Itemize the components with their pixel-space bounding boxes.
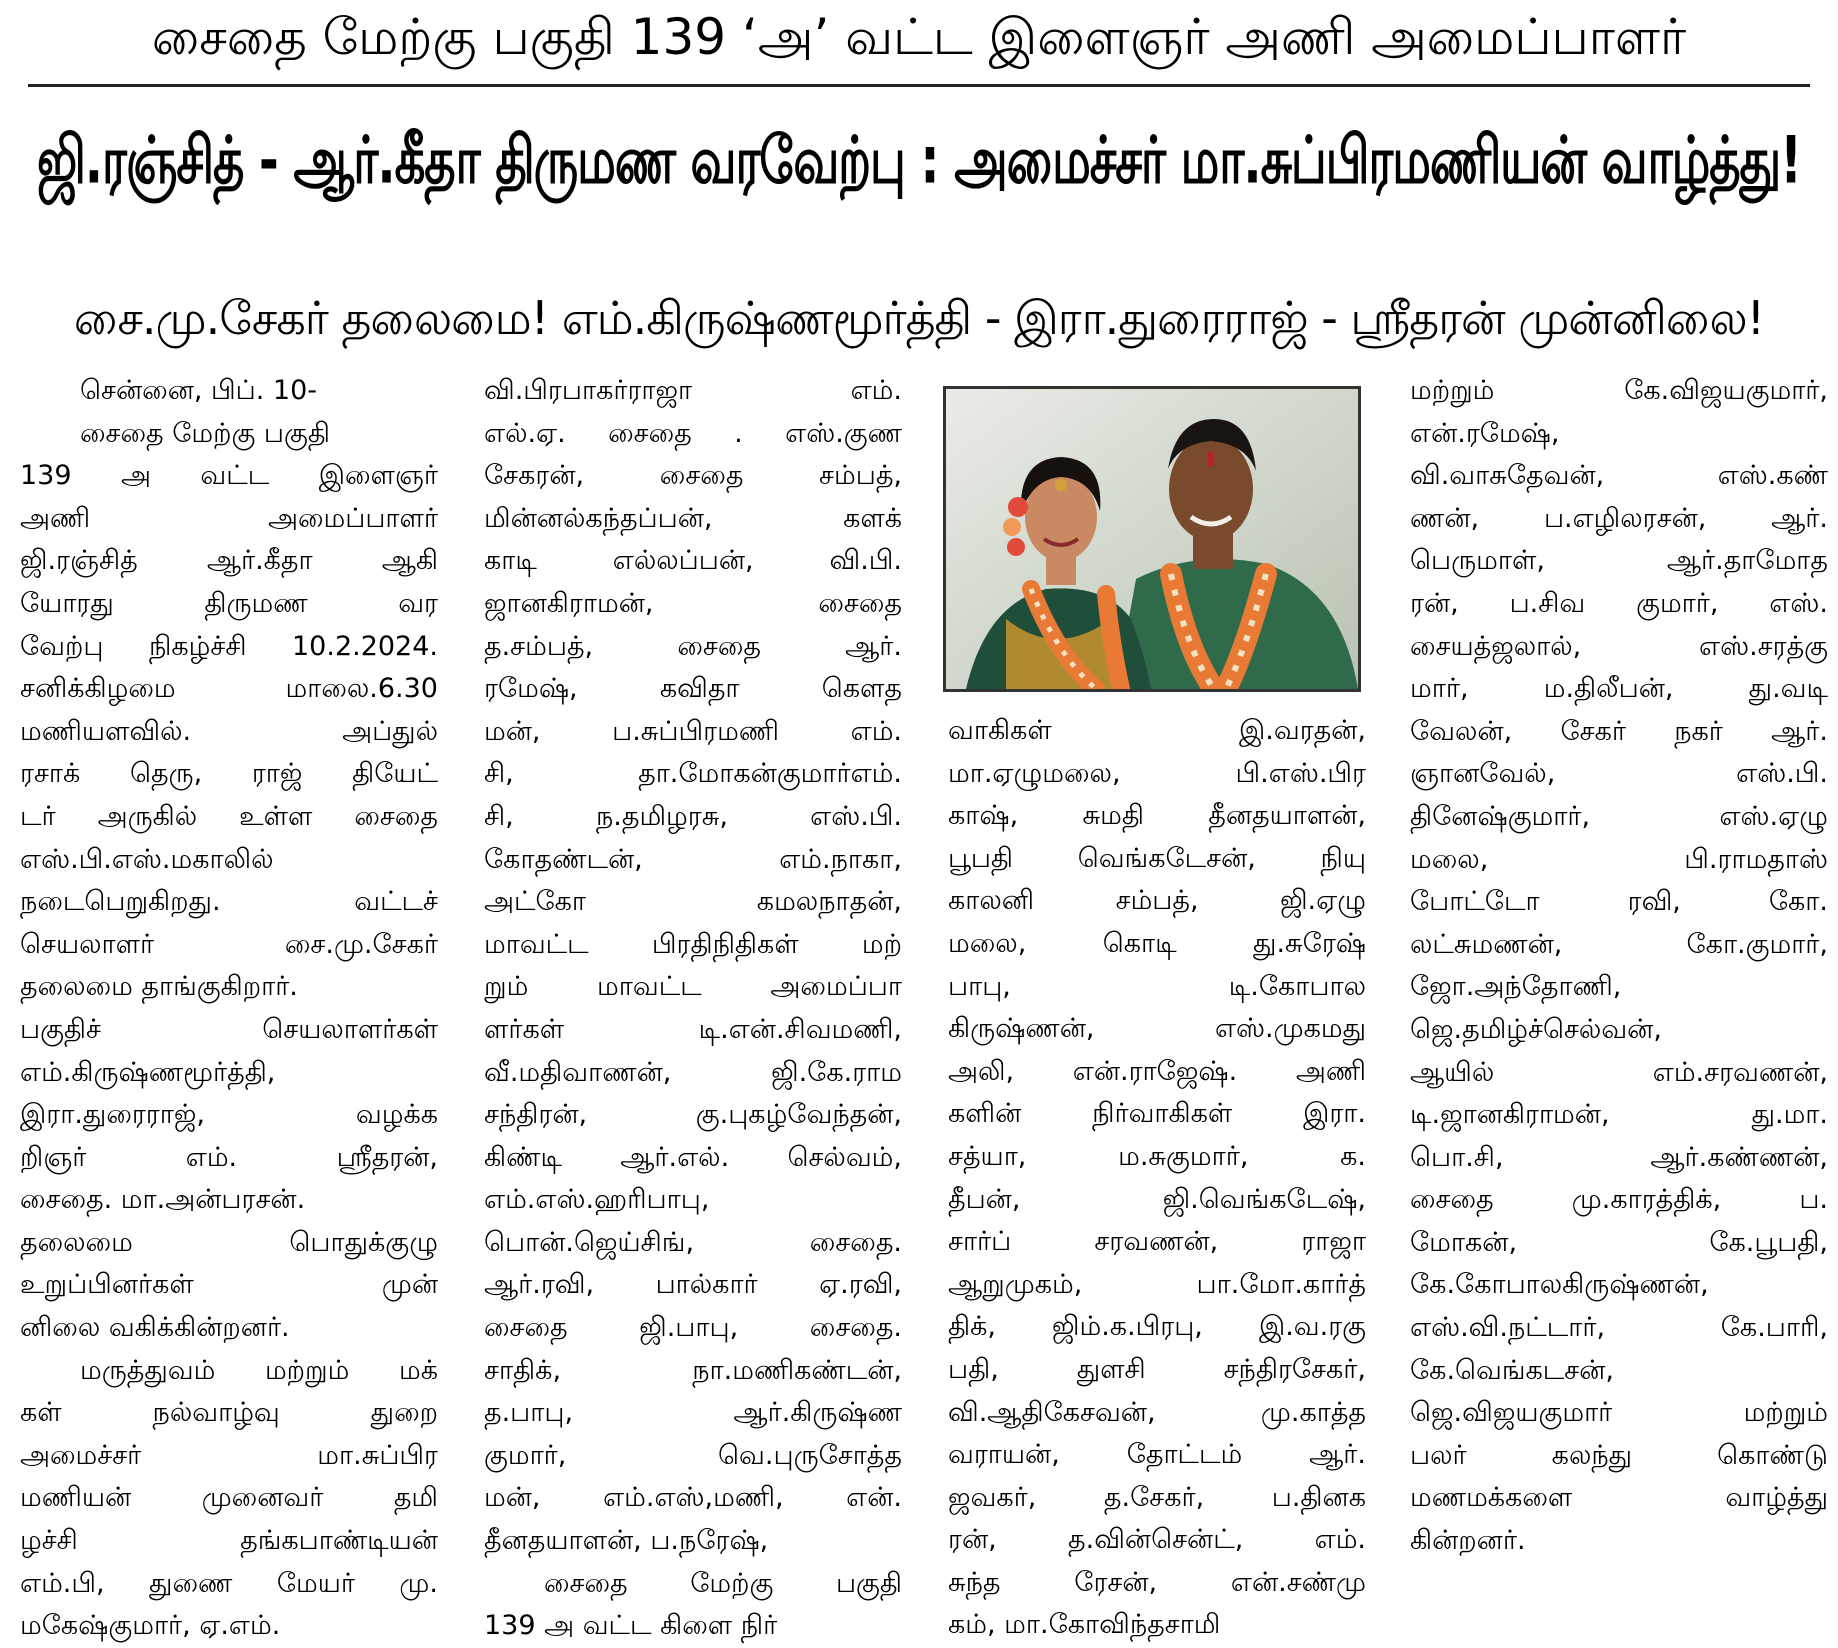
article-line: றிஞர் எம். ஸ்ரீதரன், (20, 1141, 438, 1173)
article-line: மாவட்ட பிரதிநிதிகள் மற் (484, 928, 902, 960)
article-line: தீனதயாளன், ப.நரேஷ், (484, 1525, 769, 1557)
article-line: கின்றனர். (1410, 1525, 1526, 1557)
article-line: 139 அ வட்ட இளைஞர் (20, 460, 438, 492)
article-line: காடி எல்லப்பன், வி.பி. (484, 545, 902, 577)
article-line: சைதை. மா.அன்பரசன். (20, 1184, 306, 1216)
article-line: மற்றும் கே.விஜயகுமார், (1410, 375, 1828, 406)
article-line: மலை, பி.ராமதாஸ் (1410, 843, 1828, 875)
article-line: சார்ப் சரவணன், ராஜா (948, 1226, 1366, 1258)
article-line: ளர்கள் டி.என்.சிவமணி, (484, 1013, 902, 1045)
article-line: சுந்த ரேசன், என்.சண்மு (948, 1566, 1366, 1598)
article-line: சேகரன், சைதை சம்பத், (484, 460, 902, 492)
article-column-3 (948, 710, 1366, 1647)
kicker-line: சைதை மேற்கு பகுதி 139 ‘அ’ வட்ட இளைஞர் அணி அமைப்பாளர் (151, 8, 1687, 66)
article-line: வி.ஆதிகேசவன், மு.காத்த (948, 1396, 1366, 1428)
article-line: எம்.பி, துணை மேயர் மு. (20, 1567, 438, 1599)
article-line: பாபு, டி.கோபால (948, 970, 1366, 1002)
article-line: வாகிகள் இ.வரதன், (948, 715, 1366, 746)
article-line: ஞானவேல், எஸ்.பி. (1410, 758, 1828, 790)
article-line: ஜானகிராமன், சைதை (484, 587, 902, 619)
article-line: சைதை ஜி.பாபு, சைதை. (484, 1312, 902, 1344)
article-line: தினேஷ்குமார், எஸ்.ஏழு (1410, 800, 1828, 832)
article-line: மின்னல்கந்தப்பன், களக் (484, 502, 902, 534)
article-line: மருத்துவம் மற்றும் மக் (80, 1354, 438, 1386)
article-line: கிண்டி ஆர்.எல். செல்வம், (484, 1141, 902, 1173)
article-line: டி.ஜானகிராமன், து.மா. (1410, 1099, 1828, 1131)
article-line: யோரது திருமண வர (20, 587, 438, 619)
article-line: த.பாபு, ஆர்.கிருஷ்ண (484, 1397, 902, 1429)
article-line: லட்சுமணன், கோ.குமார், (1410, 928, 1828, 960)
article-line: மன், எம்.எஸ்,மணி, என். (484, 1482, 902, 1514)
article-line: பொ.சி, ஆர்.கண்ணன், (1410, 1141, 1828, 1173)
article-line: சைதை மேற்கு பகுதி (80, 417, 330, 449)
article-line: பதி, துளசி சந்திரசேகர், (948, 1353, 1366, 1385)
couple-photo (943, 386, 1361, 692)
article-line: சனிக்கிழமை மாலை.6.30 (20, 673, 438, 705)
article-line: கே.வெங்கடசன், (1410, 1354, 1615, 1386)
article-line: ழச்சி தங்கபாண்டியன் (20, 1525, 438, 1557)
article-line: சென்னை, பிப். 10- (80, 375, 318, 406)
article-line: வீ.மதிவாணன், ஜி.கே.ராம (484, 1056, 902, 1088)
article-line: சாதிக், நா.மணிகண்டன், (484, 1354, 902, 1386)
article-line: பலர் கலந்து கொண்டு (1410, 1439, 1828, 1471)
article-line: றும் மாவட்ட அமைப்பா (484, 971, 902, 1003)
article-line: அலி, என்.ராஜேஷ். அணி (948, 1055, 1366, 1087)
article-line: பகுதிச் செயலாளர்கள் (20, 1013, 438, 1045)
article-line: வி.பிரபாகர்ராஜா எம். (484, 375, 902, 406)
article-line: எல்.ஏ. சைதை . எஸ்.குண (484, 417, 902, 449)
article-line: மலை, கொடி து.சுரேஷ் (948, 927, 1366, 959)
article-line: செயலாளர் சை.மு.சேகர் (20, 928, 438, 960)
article-line: னிலை வகிக்கின்றனர். (20, 1312, 290, 1344)
article-line: காஷ், சுமதி தீனதயாளன், (948, 800, 1366, 832)
article-line: ஆயில் எம்.சரவணன், (1410, 1056, 1828, 1088)
article-line: ரசாக் தெரு, ராஜ் தியேட் (20, 758, 438, 790)
article-line: திக், ஜிம்.க.பிரபு, இ.வ.ரகு (948, 1311, 1366, 1343)
article-line: ஆர்.ரவி, பால்கார் ஏ.ரவி, (484, 1269, 902, 1301)
article-line: சைதை மேற்கு பகுதி (544, 1567, 902, 1599)
article-line: உறுப்பினர்கள் முன் (20, 1269, 438, 1301)
article-line: குமார், வெ.புருசோத்த (484, 1439, 902, 1471)
article-line: மார், ம.திலீபன், து.வடி (1410, 673, 1828, 705)
article-line: ரமேஷ், கவிதா கௌத (484, 673, 902, 705)
article-line: பூபதி வெங்கடேசன், நியு (948, 842, 1366, 874)
article-line: தீபன், ஜி.வெங்கடேஷ், (948, 1183, 1366, 1215)
article-line: எம்.எஸ்.ஹரிபாபு, (484, 1184, 710, 1216)
article-line: இரா.துரைராஜ், வழக்க (20, 1099, 438, 1131)
article-line: எம்.கிருஷ்ணமூர்த்தி, (20, 1056, 276, 1088)
article-line: வேலன், சேகர் நகர் ஆர். (1410, 715, 1828, 747)
subheadline: சை.மு.சேகர் தலைமை! எம்.கிருஷ்ணமூர்த்தி - இரா.துரைராஜ் - ஸ்ரீதரன் முன்னிலை! (73, 291, 1765, 345)
article-line: என்.ரமேஷ், (1410, 417, 1560, 449)
article-line: சைதை மு.காரத்திக், ப. (1410, 1184, 1828, 1216)
article-line: அணி அமைப்பாளர் (20, 502, 438, 534)
couple-photo-illustration (946, 389, 1358, 689)
article-line: மணமக்களை வாழ்த்து (1410, 1482, 1828, 1514)
article-line: கள் நல்வாழ்வு துறை (20, 1397, 438, 1429)
article-line: ஜெ.தமிழ்ச்செல்வன், (1410, 1013, 1662, 1045)
article-line: பொன்.ஜெய்சிங், சைதை. (484, 1226, 902, 1258)
article-line: பெருமாள், ஆர்.தாமோத (1410, 545, 1828, 577)
article-line: சந்திரன், கு.புகழ்வேந்தன், (484, 1099, 902, 1131)
article-line: மணியன் முனைவர் தமி (20, 1482, 438, 1514)
article-column-1 (20, 370, 438, 1648)
article-line: ஜெ.விஜயகுமார் மற்றும் (1410, 1397, 1828, 1429)
article-line: ஆறுமுகம், பா.மோ.கார்த் (948, 1268, 1366, 1300)
article-line: கம், மா.கோவிந்தசாமி (948, 1609, 1221, 1641)
headline: ஜி.ரஞ்சித் - ஆர்.கீதா திருமண வரவேற்பு : அமைச்சர் மா.சுப்பிரமணியன் வாழ்த்து! (36, 123, 1802, 199)
article-line: மோகன், கே.பூபதி, (1410, 1226, 1828, 1258)
article-line: மணியளவில். அப்துல் (20, 715, 438, 747)
article-line: வராயன், தோட்டம் ஆர். (948, 1439, 1366, 1471)
article-line: சி, ந.தமிழரசு, எஸ்.பி. (484, 800, 902, 832)
article-line: மா.ஏழுமலை, பி.எஸ்.பிர (948, 757, 1366, 789)
article-line: எஸ்.பி.எஸ்.மகாலில் (20, 843, 274, 875)
article-line: களின் நிர்வாகிகள் இரா. (948, 1098, 1366, 1130)
article-line: கிருஷ்ணன், எஸ்.முகமது (948, 1013, 1366, 1045)
article-line: ரன், ப.சிவ குமார், எஸ். (1410, 587, 1828, 619)
article-line: ஜி.ரஞ்சித் ஆர்.கீதா ஆகி (20, 545, 438, 577)
article-column-2 (484, 370, 902, 1648)
article-line: ஜவகர், த.சேகர், ப.தினக (948, 1481, 1366, 1513)
article-line: நடைபெறுகிறது. வட்டச் (20, 886, 438, 918)
article-line: த.சம்பத், சைதை ஆர். (484, 630, 902, 662)
article-line: மன், ப.சுப்பிரமணி எம். (484, 715, 902, 747)
article-line: ஜோ.அந்தோணி, (1410, 971, 1622, 1003)
article-line: எஸ்.வி.நட்டார், கே.பாரி, (1410, 1312, 1828, 1344)
article-line: தலைமை பொதுக்குழு (20, 1226, 438, 1258)
article-line: வேற்பு நிகழ்ச்சி 10.2.2024. (20, 630, 438, 662)
article-line: அமைச்சர் மா.சுப்பிர (20, 1439, 438, 1471)
article-line: ணன், ப.எழிலரசன், ஆர். (1410, 502, 1828, 534)
article-line: மகேஷ்குமார், ஏ.எம். (20, 1610, 281, 1642)
article-line: சி, தா.மோகன்குமார்எம். (484, 758, 902, 790)
article-column-4 (1410, 370, 1828, 1563)
article-line: 139 அ வட்ட கிளை நிர் (484, 1610, 778, 1642)
article-line: அட்கோ கமலநாதன், (484, 886, 902, 918)
article-line: ரன், த.வின்சென்ட், எம். (948, 1524, 1366, 1556)
article-line: கோதண்டன், எம்.நாகா, (484, 843, 902, 875)
article-line: போட்டோ ரவி, கோ. (1410, 886, 1828, 918)
article-line: தலைமை தாங்குகிறார். (20, 971, 298, 1003)
article-line: வி.வாசுதேவன், எஸ்.கண் (1410, 460, 1828, 492)
article-line: காலனி சம்பத், ஜி.ஏழு (948, 885, 1366, 917)
article-line: சத்யா, ம.சுகுமார், க. (948, 1140, 1366, 1172)
article-line: சையத்ஜலால், எஸ்.சரத்கு (1410, 630, 1828, 662)
article-line: டர் அருகில் உள்ள சைதை (20, 800, 438, 832)
article-line: கே.கோபாலகிருஷ்ணன், (1410, 1269, 1709, 1301)
